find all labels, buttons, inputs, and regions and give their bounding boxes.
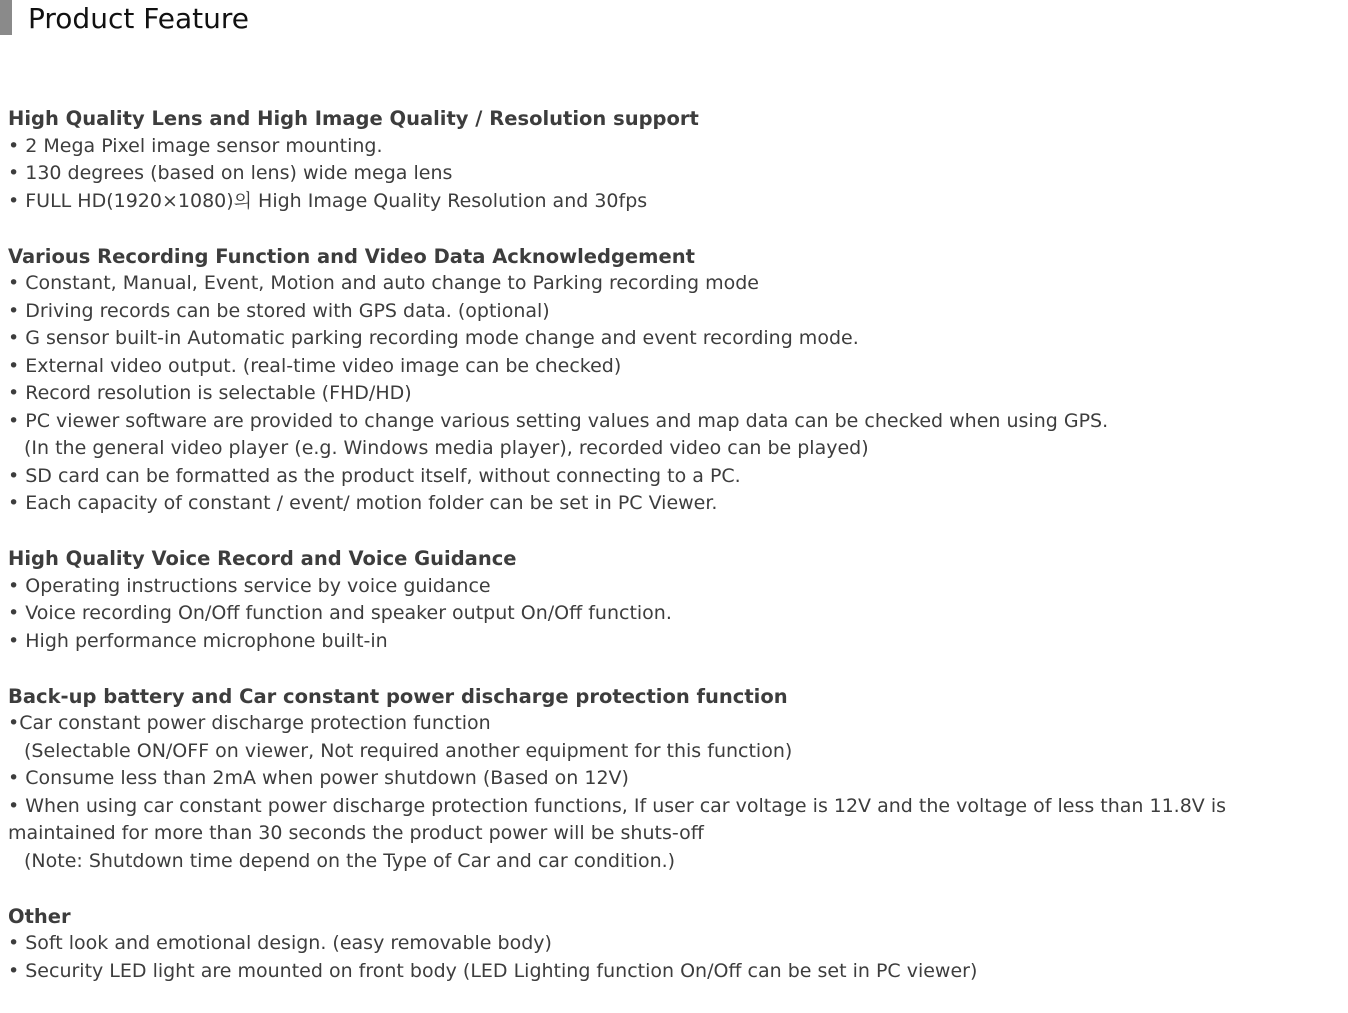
section-battery-protection xyxy=(8,683,1346,876)
feature-item: • When using car constant power discharge protection functions, If user car voltage is 12V and the voltage of less than 11.8V is xyxy=(8,794,1227,817)
section-voice-guidance xyxy=(8,545,1346,655)
feature-item-note: (Note: Shutdown time depend on the Type of Car and car condition.) xyxy=(24,849,676,872)
section-title: Back-up battery and Car constant power discharge protection function xyxy=(8,684,788,708)
feature-item: • Record resolution is selectable (FHD/HD) xyxy=(8,382,412,404)
section-recording-function xyxy=(8,243,1346,518)
feature-list xyxy=(8,105,1346,1013)
feature-item: • SD card can be formatted as the product itself, without connecting to a PC. xyxy=(8,464,741,487)
section-lens-quality xyxy=(8,105,1346,215)
feature-item: •Car constant power discharge protection function xyxy=(8,712,491,734)
feature-item-note: (Selectable ON/OFF on viewer, Not required another equipment for this function) xyxy=(24,739,793,762)
feature-item: • 130 degrees (based on lens) wide mega lens xyxy=(8,162,453,184)
feature-item: • Operating instructions service by voice guidance xyxy=(8,574,491,597)
section-other xyxy=(8,903,1346,986)
feature-item: • External video output. (real-time video image can be checked) xyxy=(8,354,622,377)
feature-item: • Constant, Manual, Event, Motion and auto change to Parking recording mode xyxy=(8,272,759,294)
feature-item: • PC viewer software are provided to change various setting values and map data can be checked when using GPS. xyxy=(8,409,1109,432)
feature-item: • Each capacity of constant / event/ motion folder can be set in PC Viewer. xyxy=(8,492,718,514)
header-accent-bar xyxy=(0,0,12,35)
feature-item: • 2 Mega Pixel image sensor mounting. xyxy=(8,134,383,157)
feature-item: • Driving records can be stored with GPS data. (optional) xyxy=(8,299,550,322)
feature-item: • High performance microphone built-in xyxy=(8,629,388,652)
page-header xyxy=(0,0,1348,40)
feature-item: • Consume less than 2mA when power shutdown (Based on 12V) xyxy=(8,767,629,789)
section-title: Other xyxy=(8,904,71,928)
feature-item: • G sensor built-in Automatic parking recording mode change and event recording mode. xyxy=(8,327,859,349)
feature-item: • Security LED light are mounted on front body (LED Lighting function On/Off can be set in PC viewer) xyxy=(8,959,978,982)
section-title: Various Recording Function and Video Data Acknowledgement xyxy=(8,244,695,268)
feature-item: • Voice recording On/Off function and speaker output On/Off function. xyxy=(8,602,672,624)
feature-item: • Soft look and emotional design. (easy removable body) xyxy=(8,932,552,954)
page-title: Product Feature xyxy=(28,2,250,35)
section-title: High Quality Voice Record and Voice Guidance xyxy=(8,547,517,570)
feature-item: • FULL HD(1920×1080)의 High Image Quality Resolution and 30fps xyxy=(8,189,648,212)
feature-item-note: (In the general video player (e.g. Windows media player), recorded video can be played) xyxy=(24,437,869,459)
section-title: High Quality Lens and High Image Quality / Resolution support xyxy=(8,107,699,130)
feature-item-continuation: maintained for more than 30 seconds the product power will be shuts-off xyxy=(8,822,704,844)
